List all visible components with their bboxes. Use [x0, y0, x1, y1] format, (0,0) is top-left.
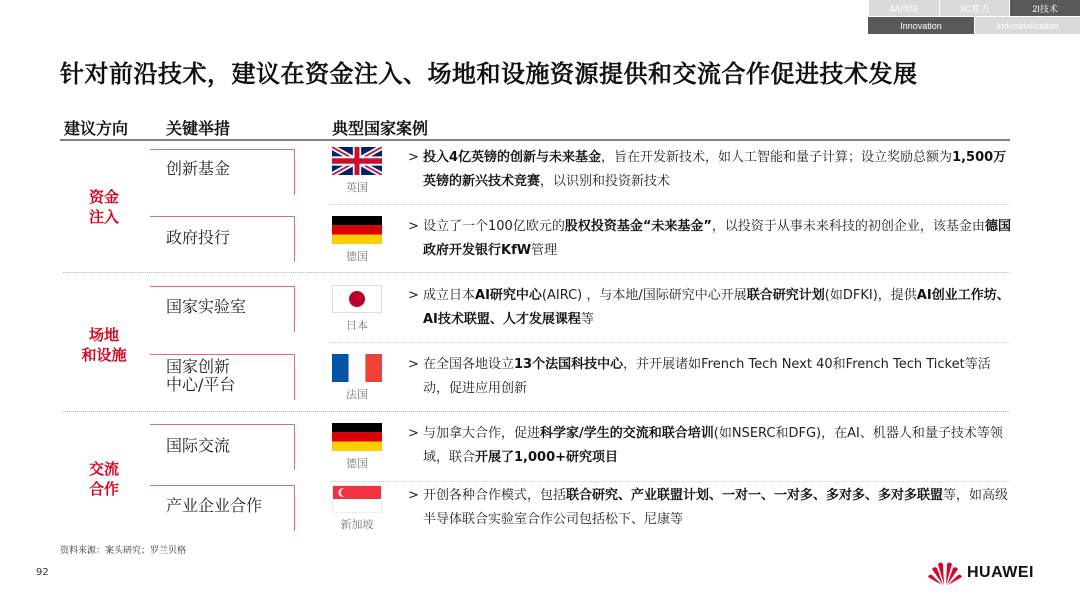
singapore-flag	[332, 485, 382, 513]
nav-tab-2i[interactable]: 2I技术	[1009, 0, 1080, 16]
case-text: > 与加拿大合作，促进科学家/学生的交流和联合培训(如NSERC和DFG)，在AI、机器人和量子技术等领域，联合开展了1,000+研究项目	[408, 426, 1003, 465]
case-segment: 在全国各地设立	[423, 357, 515, 372]
germany-flag	[332, 216, 382, 244]
top-nav	[868, 0, 1080, 34]
germany-flag	[332, 423, 382, 451]
case-segment: (AIRC) ，与本地/国际研究中心开展	[541, 288, 747, 303]
nav-subtab-innovation[interactable]: Innovation	[868, 17, 974, 34]
case-highlight: 联合研究、产业联盟计划、一对一、一对多、多对多、多对多联盟	[566, 488, 944, 503]
source-note: 资料来源：案头研究；罗兰贝格	[60, 546, 187, 556]
nav-tab-4a[interactable]: 4A网络	[868, 0, 939, 16]
group-label-cooperation: 交流 合作	[88, 460, 119, 498]
case-segment: ，以投资于从事未来科技的初创企业，该基金由	[711, 219, 985, 234]
case-segment: 开创各种合作模式，包括	[423, 488, 567, 503]
measure-innovation-fund: 创新基金	[166, 159, 231, 178]
nav-tab-3c[interactable]: 3C算力	[939, 0, 1010, 16]
case-highlight: 开展了1,000+研究项目	[475, 450, 619, 465]
group-divider	[63, 272, 1010, 273]
case-text: > 在全国各地设立13个法国科技中心，并开展诸如French Tech Next 40和French Tech Ticket等活动，促进应用创新	[408, 357, 991, 396]
measure-innovation-center: 国家创新 中心/平台	[166, 357, 236, 394]
page-number: 92	[36, 567, 49, 578]
case-highlight: 德国政府开发银行KfW	[423, 219, 1011, 258]
country-name: 新加坡	[340, 518, 374, 531]
huawei-flower-icon	[928, 560, 962, 586]
header-measures: 关键举措	[166, 119, 231, 138]
case-segment: 管理	[531, 243, 558, 258]
case-segment: (如DFKI)，提供	[824, 288, 917, 303]
country-name: 法国	[346, 388, 368, 401]
measure-industry-cooperation: 产业企业合作	[166, 496, 263, 515]
measure-government-bank: 政府投行	[166, 228, 231, 247]
header-divider	[60, 139, 1010, 141]
case-text: > 投入4亿英镑的创新与未来基金，旨在开发新技术，如人工智能和量子计算；设立奖励总额为1,500万英镑的新兴技术竞赛，以识别和投资新技术	[408, 150, 1007, 189]
row-divider	[330, 204, 1010, 205]
case-text: > 设立了一个100亿欧元的股权投资基金“未来基金”，以投资于从事未来科技的初创企业，该基金由德国政府开发银行KfW管理	[408, 219, 1011, 258]
group-label-facilities: 场地 和设施	[81, 326, 127, 364]
france-flag	[332, 354, 382, 382]
row-divider	[330, 481, 1010, 482]
case-segment: ，以识别和投资新技术	[540, 174, 671, 189]
header-direction: 建议方向	[64, 119, 129, 138]
case-segment: 设立了一个100亿欧元的	[423, 219, 565, 234]
case-highlight: 13个法国科技中心	[514, 357, 624, 372]
case-highlight: 联合研究计划	[746, 288, 825, 303]
case-segment: 成立日本	[423, 288, 476, 303]
nav-subtab-industrialization[interactable]: Industrialization	[975, 17, 1080, 34]
case-segment: ，旨在开发新技术，如人工智能和量子计算；设立奖励总额为	[601, 150, 953, 165]
case-highlight: 股权投资基金“未来基金”	[564, 219, 712, 234]
logo-text: HUAWEI	[967, 564, 1034, 581]
group-label-funding: 资金 注入	[88, 188, 119, 226]
country-name: 德国	[346, 250, 368, 263]
case-segment: 等	[580, 312, 594, 327]
case-segment: ，并开展诸如French Tech Next 40和French Tech Ticket等活动，促进应用创新	[423, 357, 991, 396]
page-title: 针对前沿技术，建议在资金注入、场地和设施资源提供和交流合作促进技术发展	[60, 60, 918, 88]
header-cases: 典型国家案例	[332, 119, 429, 138]
japan-flag	[332, 285, 382, 313]
country-name: 英国	[346, 181, 368, 194]
uk-flag	[332, 147, 382, 175]
case-highlight: 1,500万英镑的新兴技术竞赛	[423, 150, 1007, 189]
case-highlight: 投入4亿英镑的创新与未来基金	[423, 150, 602, 165]
case-segment: 等，如高级半导体联合实验室合作公司包括松下、尼康等	[423, 488, 1009, 527]
row-divider	[330, 342, 1010, 343]
measure-national-lab: 国家实验室	[166, 297, 247, 316]
country-name: 德国	[346, 457, 368, 470]
huawei-logo	[928, 560, 1034, 586]
case-segment: 与加拿大合作，促进	[423, 426, 541, 441]
case-text: > 成立日本AI研究中心(AIRC) ，与本地/国际研究中心开展联合研究计划(如DFKI)，提供AI创业工作坊、AI技术联盟、人才发展课程等	[408, 288, 1010, 327]
case-highlight: AI研究中心	[475, 288, 542, 303]
case-text: > 开创各种合作模式，包括联合研究、产业联盟计划、一对一、一对多、多对多、多对多联盟等，如高级半导体联合实验室合作公司包括松下、尼康等	[408, 488, 1009, 527]
country-name: 日本	[346, 319, 368, 332]
case-highlight: AI创业工作坊、AI技术联盟、人才发展课程	[423, 288, 1010, 327]
group-divider	[63, 411, 1010, 412]
case-segment: (如NSERC和DFG)，在AI、机器人和量子技术等领域，联合	[423, 426, 1003, 465]
case-highlight: 科学家/学生的交流和联合培训	[540, 426, 714, 441]
measure-international-exchange: 国际交流	[166, 436, 231, 455]
